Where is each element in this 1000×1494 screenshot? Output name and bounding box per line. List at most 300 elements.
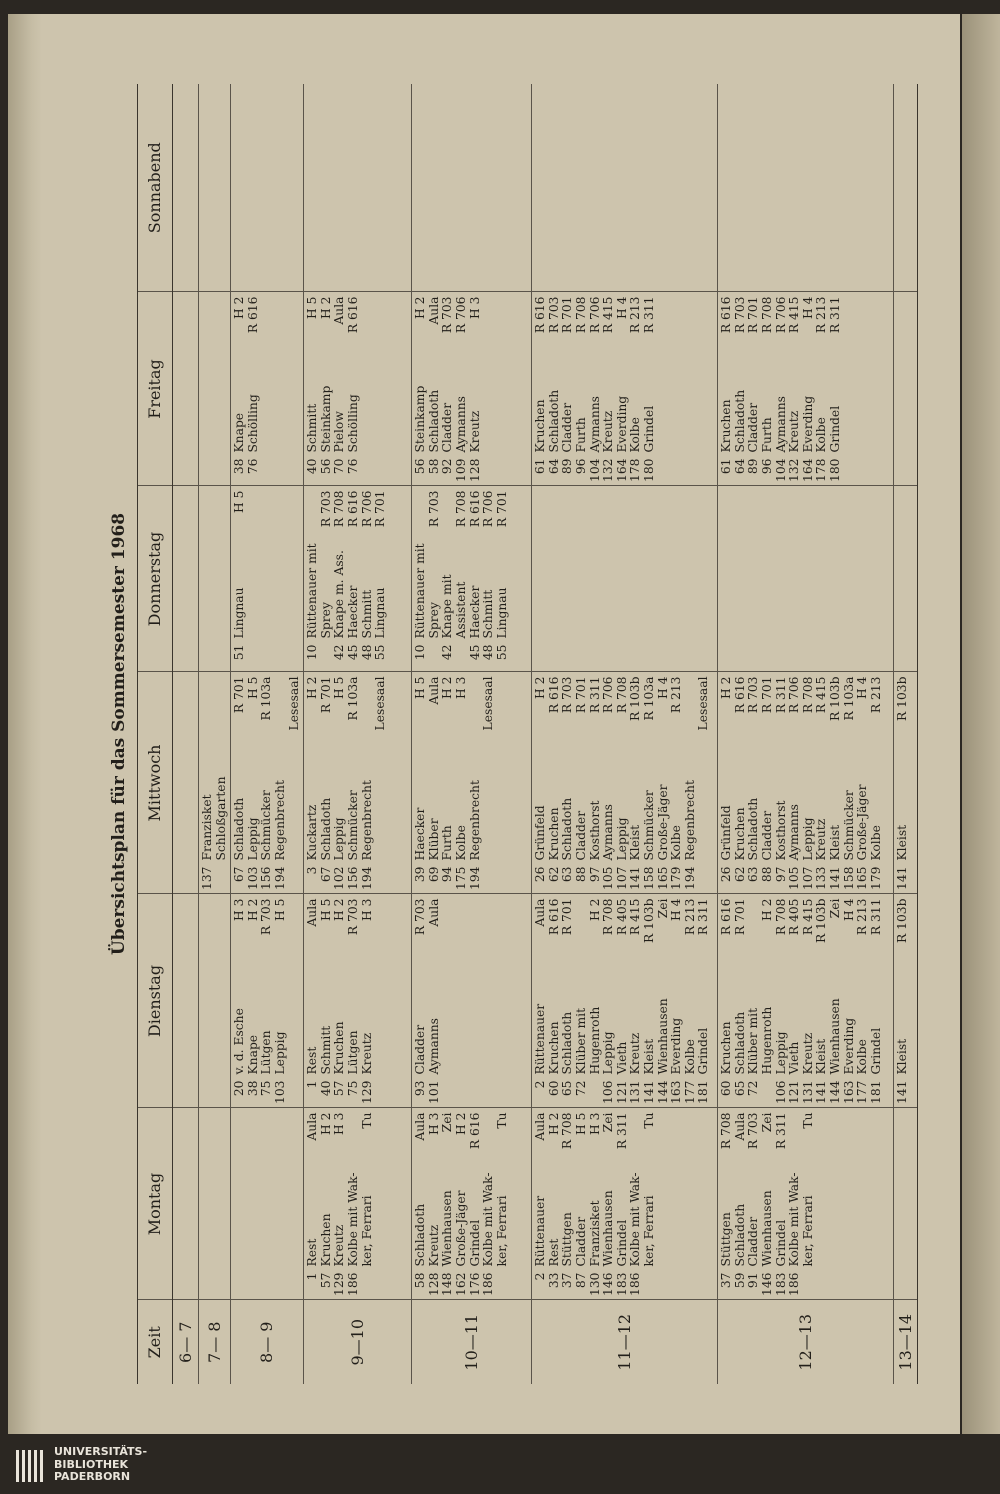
library-logo-icon <box>14 1448 44 1484</box>
room-label: R 706 <box>601 676 616 714</box>
course-number: 121 <box>614 1080 629 1104</box>
room-label: H 2 <box>587 898 602 921</box>
course-entry <box>441 297 455 483</box>
course-entry <box>374 491 388 669</box>
room-label: R 708 <box>773 898 788 936</box>
course-number: 33 <box>546 1272 561 1289</box>
book-gutter <box>962 14 1000 1434</box>
course-number: 101 <box>426 1080 441 1104</box>
day-cell <box>173 894 199 1108</box>
room-label: R 405 <box>614 898 629 936</box>
course-number: 96 <box>759 458 774 475</box>
course-number: 63 <box>560 866 575 883</box>
room-label: R 616 <box>719 898 734 936</box>
lecturer-name: Kreutz <box>332 1224 347 1267</box>
room-label: R 706 <box>787 676 802 714</box>
course-number: 91 <box>746 1272 761 1289</box>
course-entry <box>320 297 334 483</box>
course-number: 180 <box>641 458 656 482</box>
room-label: H 4 <box>669 898 684 921</box>
room-label: R 311 <box>696 898 711 936</box>
day-cell <box>532 894 718 1108</box>
lecturer-name: Regenbrecht <box>359 780 374 861</box>
course-number: 132 <box>787 458 802 482</box>
time-cell: 11—12 <box>532 1300 718 1384</box>
course-entry <box>233 297 247 483</box>
lecturer-name: Kreutz <box>359 1032 374 1075</box>
course-number: 72 <box>746 1080 761 1097</box>
lecturer-name: Haecker <box>345 585 360 639</box>
lecturer-name: Grindel <box>773 1219 788 1267</box>
room-label: R 701 <box>560 296 575 334</box>
room-label: R 311 <box>587 676 602 714</box>
course-entry <box>629 677 643 891</box>
course-entry <box>233 677 247 891</box>
footer-bar <box>0 1440 1000 1494</box>
logo-line-3: PADERBORN <box>54 1470 131 1483</box>
course-number: 67 <box>318 866 333 883</box>
room-label: R 701 <box>560 898 575 936</box>
lecturer-name: Kreutz <box>467 410 482 453</box>
time-row <box>532 84 718 1384</box>
day-cell <box>894 672 918 894</box>
course-entry <box>306 297 320 483</box>
course-number: 194 <box>467 866 482 890</box>
day-cell <box>304 486 412 672</box>
lecturer-name: Leppig <box>332 817 347 861</box>
course-number: 178 <box>628 458 643 482</box>
lecturer-name: Schladoth <box>560 1011 575 1075</box>
course-entry <box>843 677 857 891</box>
course-entry <box>734 297 748 483</box>
course-entry <box>775 677 789 891</box>
room-label: R 213 <box>669 676 684 714</box>
course-entry <box>561 899 575 1105</box>
room-label: R 701 <box>232 676 247 714</box>
room-label: H 2 <box>318 296 333 319</box>
course-number: 65 <box>560 1080 575 1097</box>
course-entry <box>428 491 442 669</box>
room-label: Aula <box>426 898 441 927</box>
course-number: 57 <box>318 1272 333 1289</box>
lecturer-name: Kreutz <box>800 1032 815 1075</box>
course-entry <box>870 899 884 1105</box>
course-number <box>589 1075 603 1105</box>
lecturer-name: Cladder <box>746 402 761 453</box>
course-entry <box>233 899 247 1105</box>
room-label: R 708 <box>601 898 616 936</box>
course-entry <box>561 297 575 483</box>
lecturer-name: Furth <box>759 417 774 453</box>
course-entry <box>306 1113 320 1297</box>
time-cell: 7— 8 <box>199 1300 231 1384</box>
course-entry <box>788 297 802 483</box>
day-cell <box>894 486 918 672</box>
course-number: 38 <box>232 458 247 475</box>
course-entry <box>320 677 334 891</box>
course-number: 1 <box>305 1272 320 1281</box>
timetable-sheet <box>109 84 960 1384</box>
course-number <box>802 1267 816 1297</box>
room-label: H 2 <box>533 676 548 699</box>
course-number: 26 <box>533 866 548 883</box>
course-number: 58 <box>426 458 441 475</box>
logo-line-2: BIBLIOTHEK <box>54 1457 129 1471</box>
room-label: H 2 <box>305 676 320 699</box>
lecturer-name: ker, Ferrari <box>641 1195 656 1267</box>
course-entry <box>734 899 748 1105</box>
lecturer-name: Schladoth <box>426 389 441 453</box>
course-number: 179 <box>868 866 883 890</box>
course-entry <box>333 677 347 891</box>
lecturer-name: Aymanns <box>426 1018 441 1075</box>
course-number: 3 <box>305 866 320 875</box>
lecturer-name: Haecker <box>413 807 428 861</box>
course-entry <box>602 677 616 891</box>
day-cell <box>894 84 918 292</box>
course-number: 141 <box>895 1080 910 1104</box>
course-entry <box>288 677 302 891</box>
time-row <box>304 84 412 1384</box>
course-number: 62 <box>732 866 747 883</box>
course-number: 48 <box>359 644 374 661</box>
column-header-montag: Montag <box>138 1108 173 1300</box>
room-label: R 703 <box>345 898 360 936</box>
lecturer-name: Cladder <box>413 1024 428 1075</box>
room-label: H 4 <box>655 676 670 699</box>
lecturer-name: Schölling <box>345 394 360 453</box>
course-entry <box>428 677 442 891</box>
lecturer-name: Regenbrecht <box>682 780 697 861</box>
course-entry <box>657 677 671 891</box>
time-row <box>231 84 304 1384</box>
lecturer-name: Kreutz <box>787 410 802 453</box>
lecturer-name: Cladder <box>573 810 588 861</box>
course-entry <box>414 491 428 669</box>
course-number <box>374 861 388 891</box>
course-number: 88 <box>573 866 588 883</box>
time-cell: 12—13 <box>718 1300 894 1384</box>
room-label: R 103b <box>628 676 643 722</box>
course-number: 165 <box>655 866 670 890</box>
lecturer-name: Schmitt <box>318 1025 333 1075</box>
lecturer-name: Rüttenauer <box>533 1195 548 1267</box>
course-entry <box>260 677 274 891</box>
course-entry <box>643 899 657 1105</box>
course-entry <box>788 899 802 1105</box>
day-cell <box>199 84 231 292</box>
course-entry <box>870 677 884 891</box>
course-entry <box>441 491 455 669</box>
course-number <box>643 1267 657 1297</box>
room-label: H 2 <box>245 898 260 921</box>
lecturer-name: Cladder <box>573 1216 588 1267</box>
course-entry <box>815 677 829 891</box>
room-label: R 701 <box>573 676 588 714</box>
course-number: 183 <box>773 1272 788 1296</box>
course-entry <box>482 677 496 891</box>
room-label: R 213 <box>868 676 883 714</box>
lecturer-name: Grindel <box>696 1027 711 1075</box>
time-row <box>412 84 532 1384</box>
course-number: 72 <box>573 1080 588 1097</box>
room-label: H 5 <box>318 898 333 921</box>
course-entry <box>843 899 857 1105</box>
course-entry <box>482 491 496 669</box>
lecturer-name: Kleist <box>628 824 643 861</box>
course-entry <box>455 297 469 483</box>
course-number: 141 <box>814 1080 829 1104</box>
lecturer-name: Kolbe <box>814 417 829 453</box>
course-number: 104 <box>587 458 602 482</box>
course-entry <box>589 297 603 483</box>
header-row <box>138 84 173 1384</box>
course-entry <box>320 899 334 1105</box>
course-entry <box>761 297 775 483</box>
lecturer-name: Rest <box>305 1046 320 1075</box>
course-number: 180 <box>827 458 842 482</box>
room-label <box>347 1113 361 1117</box>
course-entry <box>347 491 361 669</box>
course-entry <box>469 1113 483 1297</box>
course-number: 179 <box>669 866 684 890</box>
course-entry <box>455 491 469 669</box>
room-label: R 706 <box>773 296 788 334</box>
course-entry <box>247 297 261 483</box>
course-entry <box>482 1113 496 1297</box>
day-cell <box>412 292 532 486</box>
lecturer-name: Kreutz <box>601 410 616 453</box>
course-entry <box>697 899 711 1105</box>
lecturer-name: Vieth <box>787 1041 802 1075</box>
course-number: 56 <box>318 458 333 475</box>
day-cell <box>412 672 532 894</box>
course-entry <box>788 1113 802 1297</box>
room-label: Lesesaal <box>481 676 496 731</box>
room-label <box>575 899 589 903</box>
course-entry <box>534 899 548 1105</box>
course-entry <box>333 297 347 483</box>
room-label: H 5 <box>232 490 247 513</box>
lecturer-name: Kreutz <box>628 1032 643 1075</box>
course-number: 178 <box>814 458 829 482</box>
course-entry <box>829 899 843 1105</box>
day-cell <box>199 1108 231 1300</box>
course-entry <box>643 677 657 891</box>
course-entry <box>455 1113 469 1297</box>
room-label: R 103a <box>641 676 656 721</box>
lecturer-name: Schladoth <box>232 797 247 861</box>
column-header-sonnabend: Sonnabend <box>138 84 173 292</box>
lecturer-name: Schladoth <box>732 389 747 453</box>
lecturer-name: Schmücker <box>641 790 656 861</box>
course-number: 158 <box>641 866 656 890</box>
lecturer-name: Stüttgen <box>719 1212 734 1267</box>
lecturer-name: Hugenroth <box>587 1006 602 1075</box>
room-label: H 5 <box>332 676 347 699</box>
lecturer-name: Lingnau <box>494 587 509 639</box>
day-cell <box>718 894 894 1108</box>
course-entry <box>747 899 761 1105</box>
lecturer-name: Grünfeld <box>719 805 734 861</box>
course-entry <box>575 899 589 1105</box>
lecturer-name <box>288 734 302 860</box>
lecturer-name: Schladoth <box>318 797 333 861</box>
lecturer-name: Kosthorst <box>773 800 788 861</box>
lecturer-name: Sprey <box>318 602 333 639</box>
course-number: 60 <box>546 1080 561 1097</box>
lecturer-name: Kruchen <box>732 807 747 861</box>
course-number: 107 <box>614 866 629 890</box>
lecturer-name: Schladoth <box>732 1203 747 1267</box>
scanned-page <box>8 14 960 1434</box>
course-entry <box>575 297 589 483</box>
lecturer-name: ker, Ferrari <box>800 1195 815 1267</box>
course-entry <box>548 899 562 1105</box>
course-number: 131 <box>800 1080 815 1104</box>
course-number: 102 <box>332 866 347 890</box>
room-label: Zei <box>440 1112 455 1133</box>
room-label: R 708 <box>453 490 468 528</box>
room-label: R 213 <box>628 296 643 334</box>
lecturer-name: Wienhausen <box>440 1190 455 1267</box>
lecturer-name: Cladder <box>560 402 575 453</box>
course-number: 70 <box>332 458 347 475</box>
lecturer-name: Rüttenauer mit <box>413 543 428 639</box>
room-label: R 616 <box>345 490 360 528</box>
lecturer-name: Grindel <box>868 1027 883 1075</box>
day-cell <box>412 1108 532 1300</box>
room-label: H 2 <box>332 898 347 921</box>
lecturer-name: Kruchen <box>719 399 734 453</box>
room-label: H 2 <box>759 898 774 921</box>
day-cell <box>718 1108 894 1300</box>
course-number: 183 <box>614 1272 629 1296</box>
course-entry <box>347 677 361 891</box>
room-label: R 708 <box>573 296 588 334</box>
course-number: 61 <box>719 458 734 475</box>
lecturer-name: Furth <box>573 417 588 453</box>
course-entry <box>684 677 698 891</box>
room-label: H 3 <box>453 676 468 699</box>
course-entry <box>260 899 274 1105</box>
lecturer-name: Kreutz <box>426 1224 441 1267</box>
lecturer-name: Kleist <box>641 1038 656 1075</box>
lecturer-name: Knape <box>232 412 247 453</box>
room-label: R 616 <box>533 296 548 334</box>
course-number: 64 <box>732 458 747 475</box>
lecturer-name: ker, Ferrari <box>359 1195 374 1267</box>
room-label <box>629 1113 643 1117</box>
course-entry <box>829 677 843 891</box>
course-entry <box>684 899 698 1105</box>
lecturer-name: Grindel <box>827 405 842 453</box>
lecturer-name: Kruchen <box>546 807 561 861</box>
course-number <box>455 639 469 669</box>
course-number: 48 <box>481 644 496 661</box>
lecturer-name: Haecker <box>467 585 482 639</box>
room-label: R 703 <box>732 296 747 334</box>
course-number: 2 <box>533 1080 548 1089</box>
course-number: 164 <box>614 458 629 482</box>
time-row <box>894 84 918 1384</box>
lecturer-name: Franzisket <box>587 1200 602 1267</box>
course-entry <box>720 1113 734 1297</box>
course-entry <box>361 491 375 669</box>
lecturer-name: Aymanns <box>587 396 602 453</box>
room-label: R 103b <box>895 676 910 722</box>
course-entry <box>347 1113 361 1297</box>
course-entry <box>247 677 261 891</box>
room-label: Zei <box>655 898 670 919</box>
course-entry <box>548 297 562 483</box>
room-label: R 708 <box>614 676 629 714</box>
course-number: 177 <box>855 1080 870 1104</box>
course-number: 186 <box>787 1272 802 1296</box>
time-cell: 10—11 <box>412 1300 532 1384</box>
lecturer-name: Schölling <box>245 394 260 453</box>
course-entry <box>428 899 442 1105</box>
lecturer-name: Lingnau <box>373 587 388 639</box>
day-cell <box>304 894 412 1108</box>
course-number <box>482 861 496 891</box>
room-label: Zei <box>759 1112 774 1133</box>
course-number: 131 <box>628 1080 643 1104</box>
room-label: Zei <box>827 898 842 919</box>
course-entry <box>896 677 910 891</box>
room-label <box>215 677 229 681</box>
day-cell <box>231 672 304 894</box>
course-number <box>697 861 711 891</box>
lecturer-name: Lingnau <box>232 587 247 639</box>
day-cell <box>532 486 718 672</box>
course-number: 156 <box>345 866 360 890</box>
course-number: 105 <box>601 866 616 890</box>
room-label: Zei <box>601 1112 616 1133</box>
logo-line-1: UNIVERSITÄTS- <box>54 1445 148 1458</box>
course-entry <box>233 491 247 669</box>
room-label <box>684 677 698 681</box>
course-number: 37 <box>560 1272 575 1289</box>
course-entry <box>670 899 684 1105</box>
day-cell <box>894 894 918 1108</box>
room-label: R 706 <box>481 490 496 528</box>
room-label: H 3 <box>232 898 247 921</box>
lecturer-name: Everding <box>841 1017 856 1075</box>
course-entry <box>629 1113 643 1297</box>
course-entry <box>548 1113 562 1297</box>
room-label: R 103b <box>895 898 910 944</box>
course-number: 177 <box>682 1080 697 1104</box>
course-number: 129 <box>359 1080 374 1104</box>
lecturer-name: Leppig <box>773 1031 788 1075</box>
day-cell <box>718 486 894 672</box>
lecturer-name: Cladder <box>746 1216 761 1267</box>
course-number: 75 <box>259 1080 274 1097</box>
room-label: R 616 <box>245 296 260 334</box>
course-number: 59 <box>732 1272 747 1289</box>
lecturer-name: Grindel <box>467 1219 482 1267</box>
room-label: R 701 <box>494 490 509 528</box>
lecturer-name: Grindel <box>614 1219 629 1267</box>
lecturer-name: Kolbe <box>855 1039 870 1075</box>
room-label: Tu <box>641 1112 656 1129</box>
room-label: R 213 <box>855 898 870 936</box>
lecturer-name: Steinkamp <box>413 385 428 453</box>
course-number: 45 <box>467 644 482 661</box>
lecturer-name: Schmücker <box>841 790 856 861</box>
room-label: Aula <box>305 898 320 927</box>
